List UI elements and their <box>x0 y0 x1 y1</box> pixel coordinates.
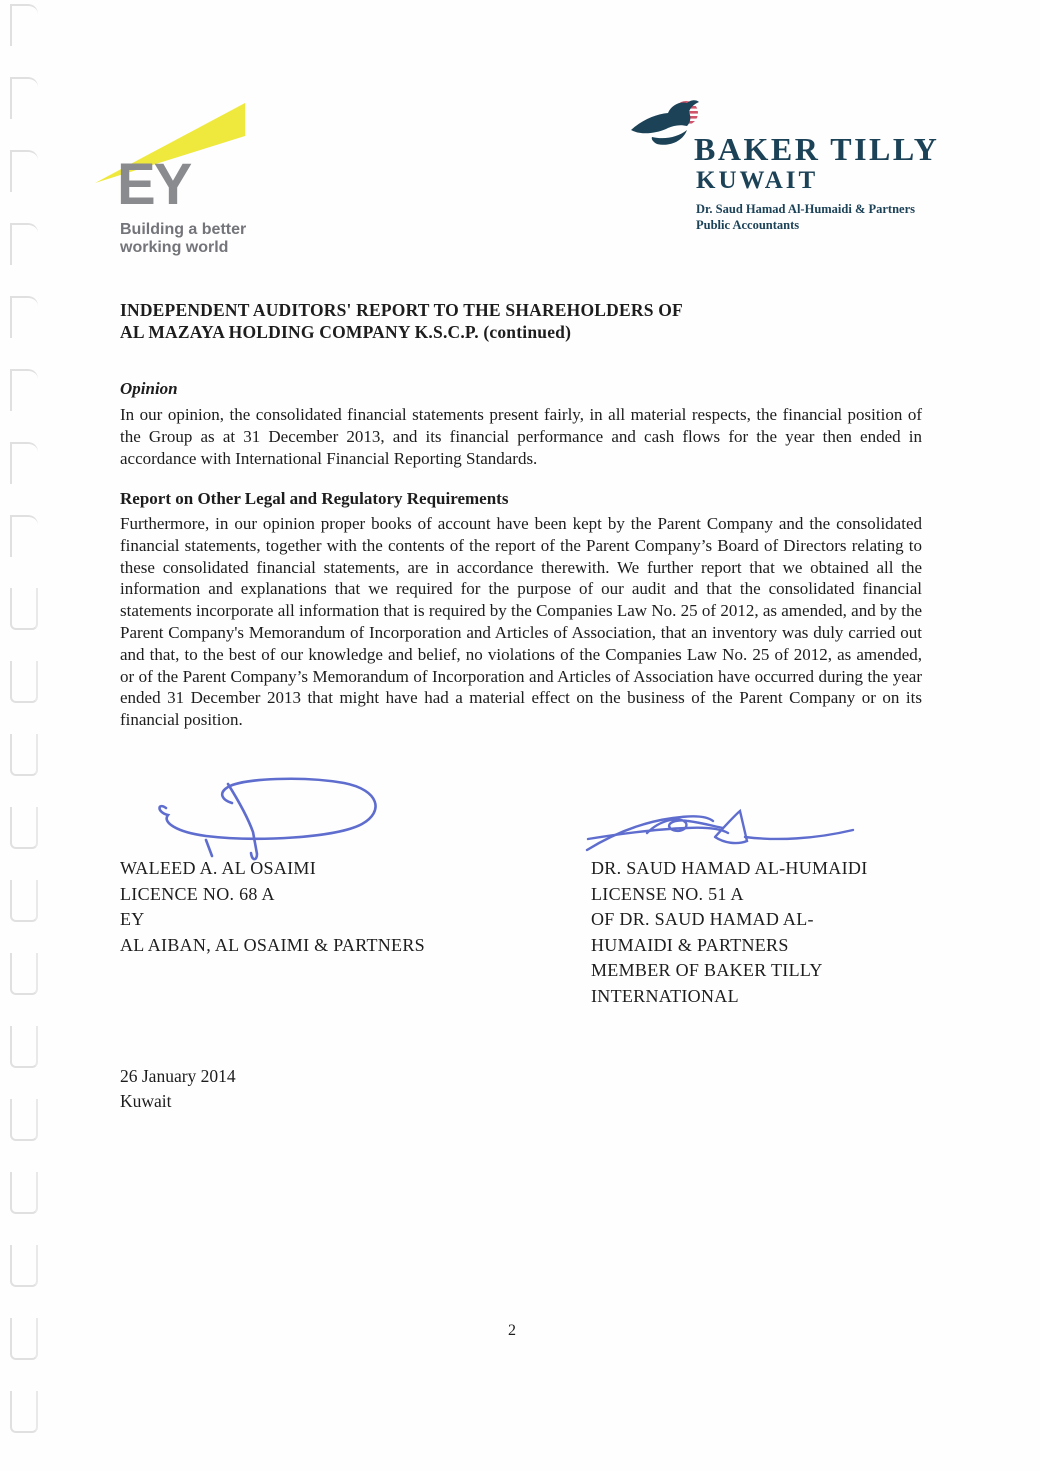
signatory-left-licence: LICENCE NO. 68 A <box>120 883 275 904</box>
binding-mark <box>10 1026 38 1068</box>
binding-mark <box>10 1172 38 1214</box>
binding-mark <box>10 515 38 557</box>
binding-mark <box>10 223 38 265</box>
legal-requirements-paragraph: Furthermore, in our opinion proper books of account have been kept by the Parent Company and the consolidated financial statements, together with the contents of the report of the Parent Company’s Board of Directors relating to these consolidated financial statements, are in accordance therewith. We further report that we obtained all the information and explanations that we required for the purpose of our audit and that the consolidated financial statements incorporate all information that is required by the Companies Law No. 25 of 2012, as amended, and by the Parent Company's Memorandum of Incorporation and Articles of Association, that an inventory was duly carried out and that, to the best of our knowledge and belief, no violations of the Companies Law No. 25 of 2012, as amended, or of the Parent Company’s Memorandum of Incorporation and Articles of Association have occurred during the year ended 31 December 2013 that might have had a material effect on the business of the Parent Company or on its financial position. <box>120 514 922 730</box>
binding-mark <box>10 588 38 630</box>
ey-tagline <box>120 221 246 256</box>
report-date: 26 January 2014 <box>120 1066 236 1086</box>
signatory-right-licence: LICENSE NO. 51 A <box>591 883 744 904</box>
signatory-left-firm-full: AL AIBAN, AL OSAIMI & PARTNERS <box>120 934 425 955</box>
signature-humaidi-ink <box>585 806 855 858</box>
binding-mark <box>10 1099 38 1141</box>
signatory-right-member-line1: MEMBER OF BAKER TILLY <box>591 960 823 980</box>
binding-mark <box>10 1391 38 1433</box>
binding-mark <box>10 953 38 995</box>
signatory-right <box>591 856 868 1009</box>
signatory-right-name: DR. SAUD HAMAD AL-HUMAIDI <box>591 858 868 878</box>
signatory-right-member-line2: INTERNATIONAL <box>591 985 739 1006</box>
binding-mark <box>10 734 38 776</box>
report-title-line2: AL MAZAYA HOLDING COMPANY K.S.C.P. (continued) <box>120 322 572 342</box>
baker-tilly-wordmark: BAKER TILLY <box>694 131 940 167</box>
binding-mark <box>10 150 38 192</box>
binding-mark <box>10 4 38 46</box>
signatory-right-firm-line2: HUMAIDI & PARTNERS <box>591 934 789 955</box>
date-location-block <box>120 1064 236 1114</box>
page-number: 2 <box>508 1322 516 1339</box>
binding-mark <box>10 296 38 338</box>
signatory-left-firm-short: EY <box>120 909 145 929</box>
report-title <box>120 299 760 343</box>
opinion-heading: Opinion <box>120 379 178 398</box>
report-title-line1: INDEPENDENT AUDITORS' REPORT TO THE SHAREHOLDERS OF <box>120 300 683 320</box>
report-location: Kuwait <box>120 1091 172 1111</box>
binding-mark <box>10 77 38 119</box>
ey-tagline-line1: Building a better <box>120 221 247 238</box>
baker-tilly-subtitle: Public Accountants <box>696 218 800 232</box>
ey-tagline-line2: working world <box>120 238 229 256</box>
signature-waleed-ink <box>140 770 380 870</box>
binding-mark <box>10 880 38 922</box>
baker-tilly-firm-name: Dr. Saud Hamad Al-Humaidi & Partners <box>696 202 916 216</box>
legal-requirements-heading: Report on Other Legal and Regulatory Requirements <box>120 489 509 508</box>
baker-tilly-region: KUWAIT <box>696 167 819 194</box>
opinion-paragraph: In our opinion, the consolidated financial statements present fairly, in all material respects, the financial position of the Group as at 31 December 2013, and its financial performance and cash flows for the year then ended in accordance with International Financial Reporting Standards. <box>120 405 922 468</box>
binding-mark <box>10 807 38 849</box>
binding-mark <box>10 442 38 484</box>
signatory-right-firm-line1: OF DR. SAUD HAMAD AL- <box>591 909 814 929</box>
signatory-left-name: WALEED A. AL OSAIMI <box>120 858 317 878</box>
binding-mark <box>10 1245 38 1287</box>
signatory-left <box>120 856 425 958</box>
ey-wordmark: EY <box>117 152 191 217</box>
binding-mark <box>10 369 38 411</box>
binding-mark <box>10 661 38 703</box>
